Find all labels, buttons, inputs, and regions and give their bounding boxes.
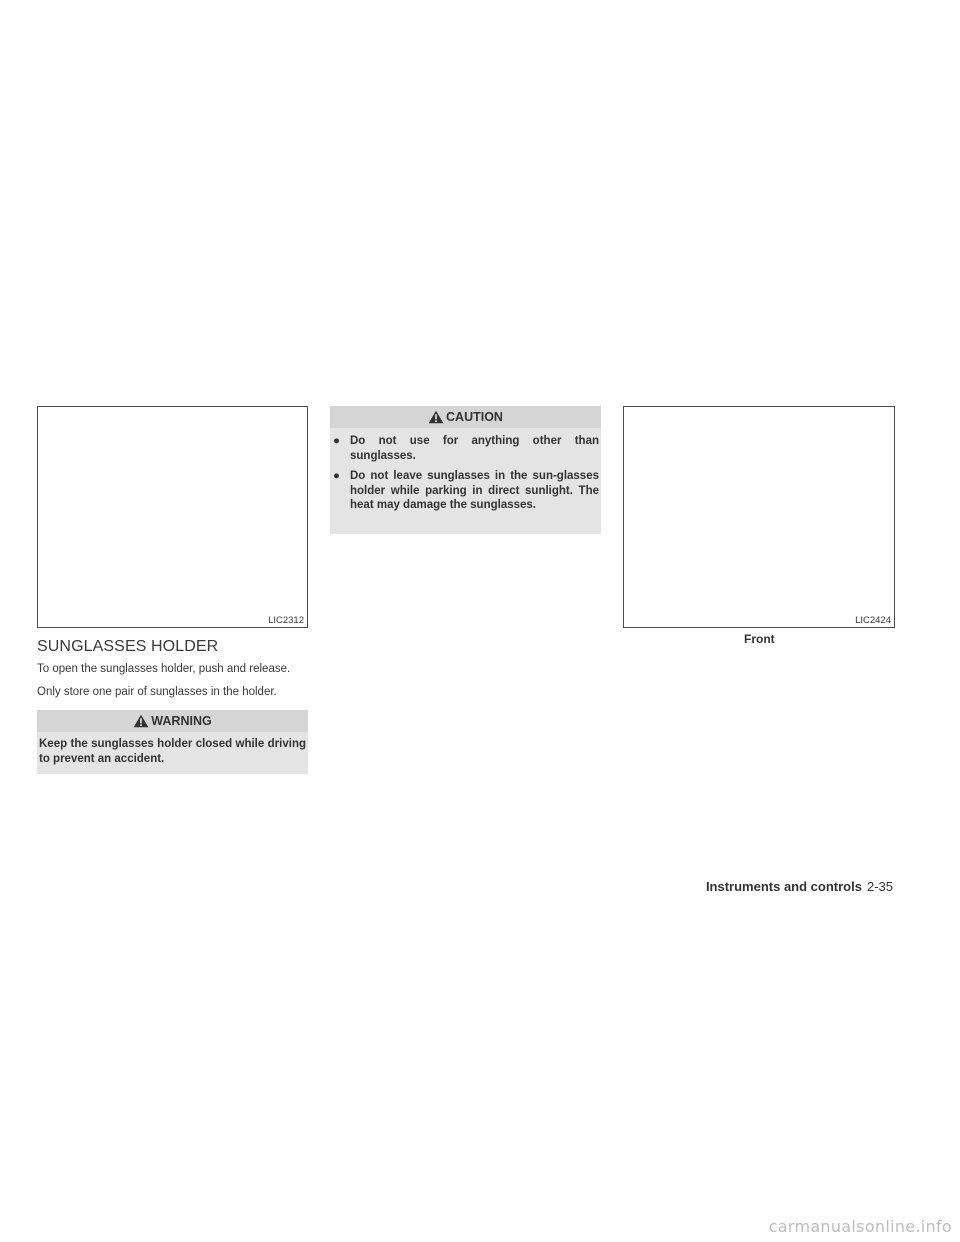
caution-item-text: Do not use for anything other than sunglasses. [350,435,599,462]
caution-title: CAUTION [446,410,503,424]
watermark: carmanualsonline.info [768,1217,952,1236]
figure-caption: Front [744,632,775,646]
paragraph-storage-note: Only store one pair of sunglasses in the holder. [37,686,277,698]
caution-body [330,428,601,534]
figure-code: LIC2312 [268,615,304,626]
caution-item [330,434,601,463]
warning-body [37,732,308,774]
warning-triangle-icon [133,714,149,728]
caution-header [330,406,601,428]
warning-text: Keep the sunglasses holder closed while driving to prevent an accident. [39,738,306,765]
figure-code: LIC2424 [855,615,891,626]
section-title: SUNGLASSES HOLDER [37,638,219,655]
figure-front-view [623,406,895,628]
caution-item-text: Do not leave sunglasses in the sun-glasses holder while parking in direct sunlight. The heat may damage the sunglasses. [350,470,599,511]
warning-header [37,710,308,732]
bullet-icon: ● [333,470,340,482]
page-number: 2-35 [866,879,893,894]
figure-sunglasses-holder [37,406,308,628]
page-footer [706,879,893,894]
paragraph-open-instructions: To open the sunglasses holder, push and release. [37,663,291,675]
bullet-icon: ● [333,435,340,447]
warning-triangle-icon [428,410,444,424]
warning-title: WARNING [151,714,212,728]
caution-item [330,469,601,513]
footer-section: Instruments and controls [705,879,862,894]
